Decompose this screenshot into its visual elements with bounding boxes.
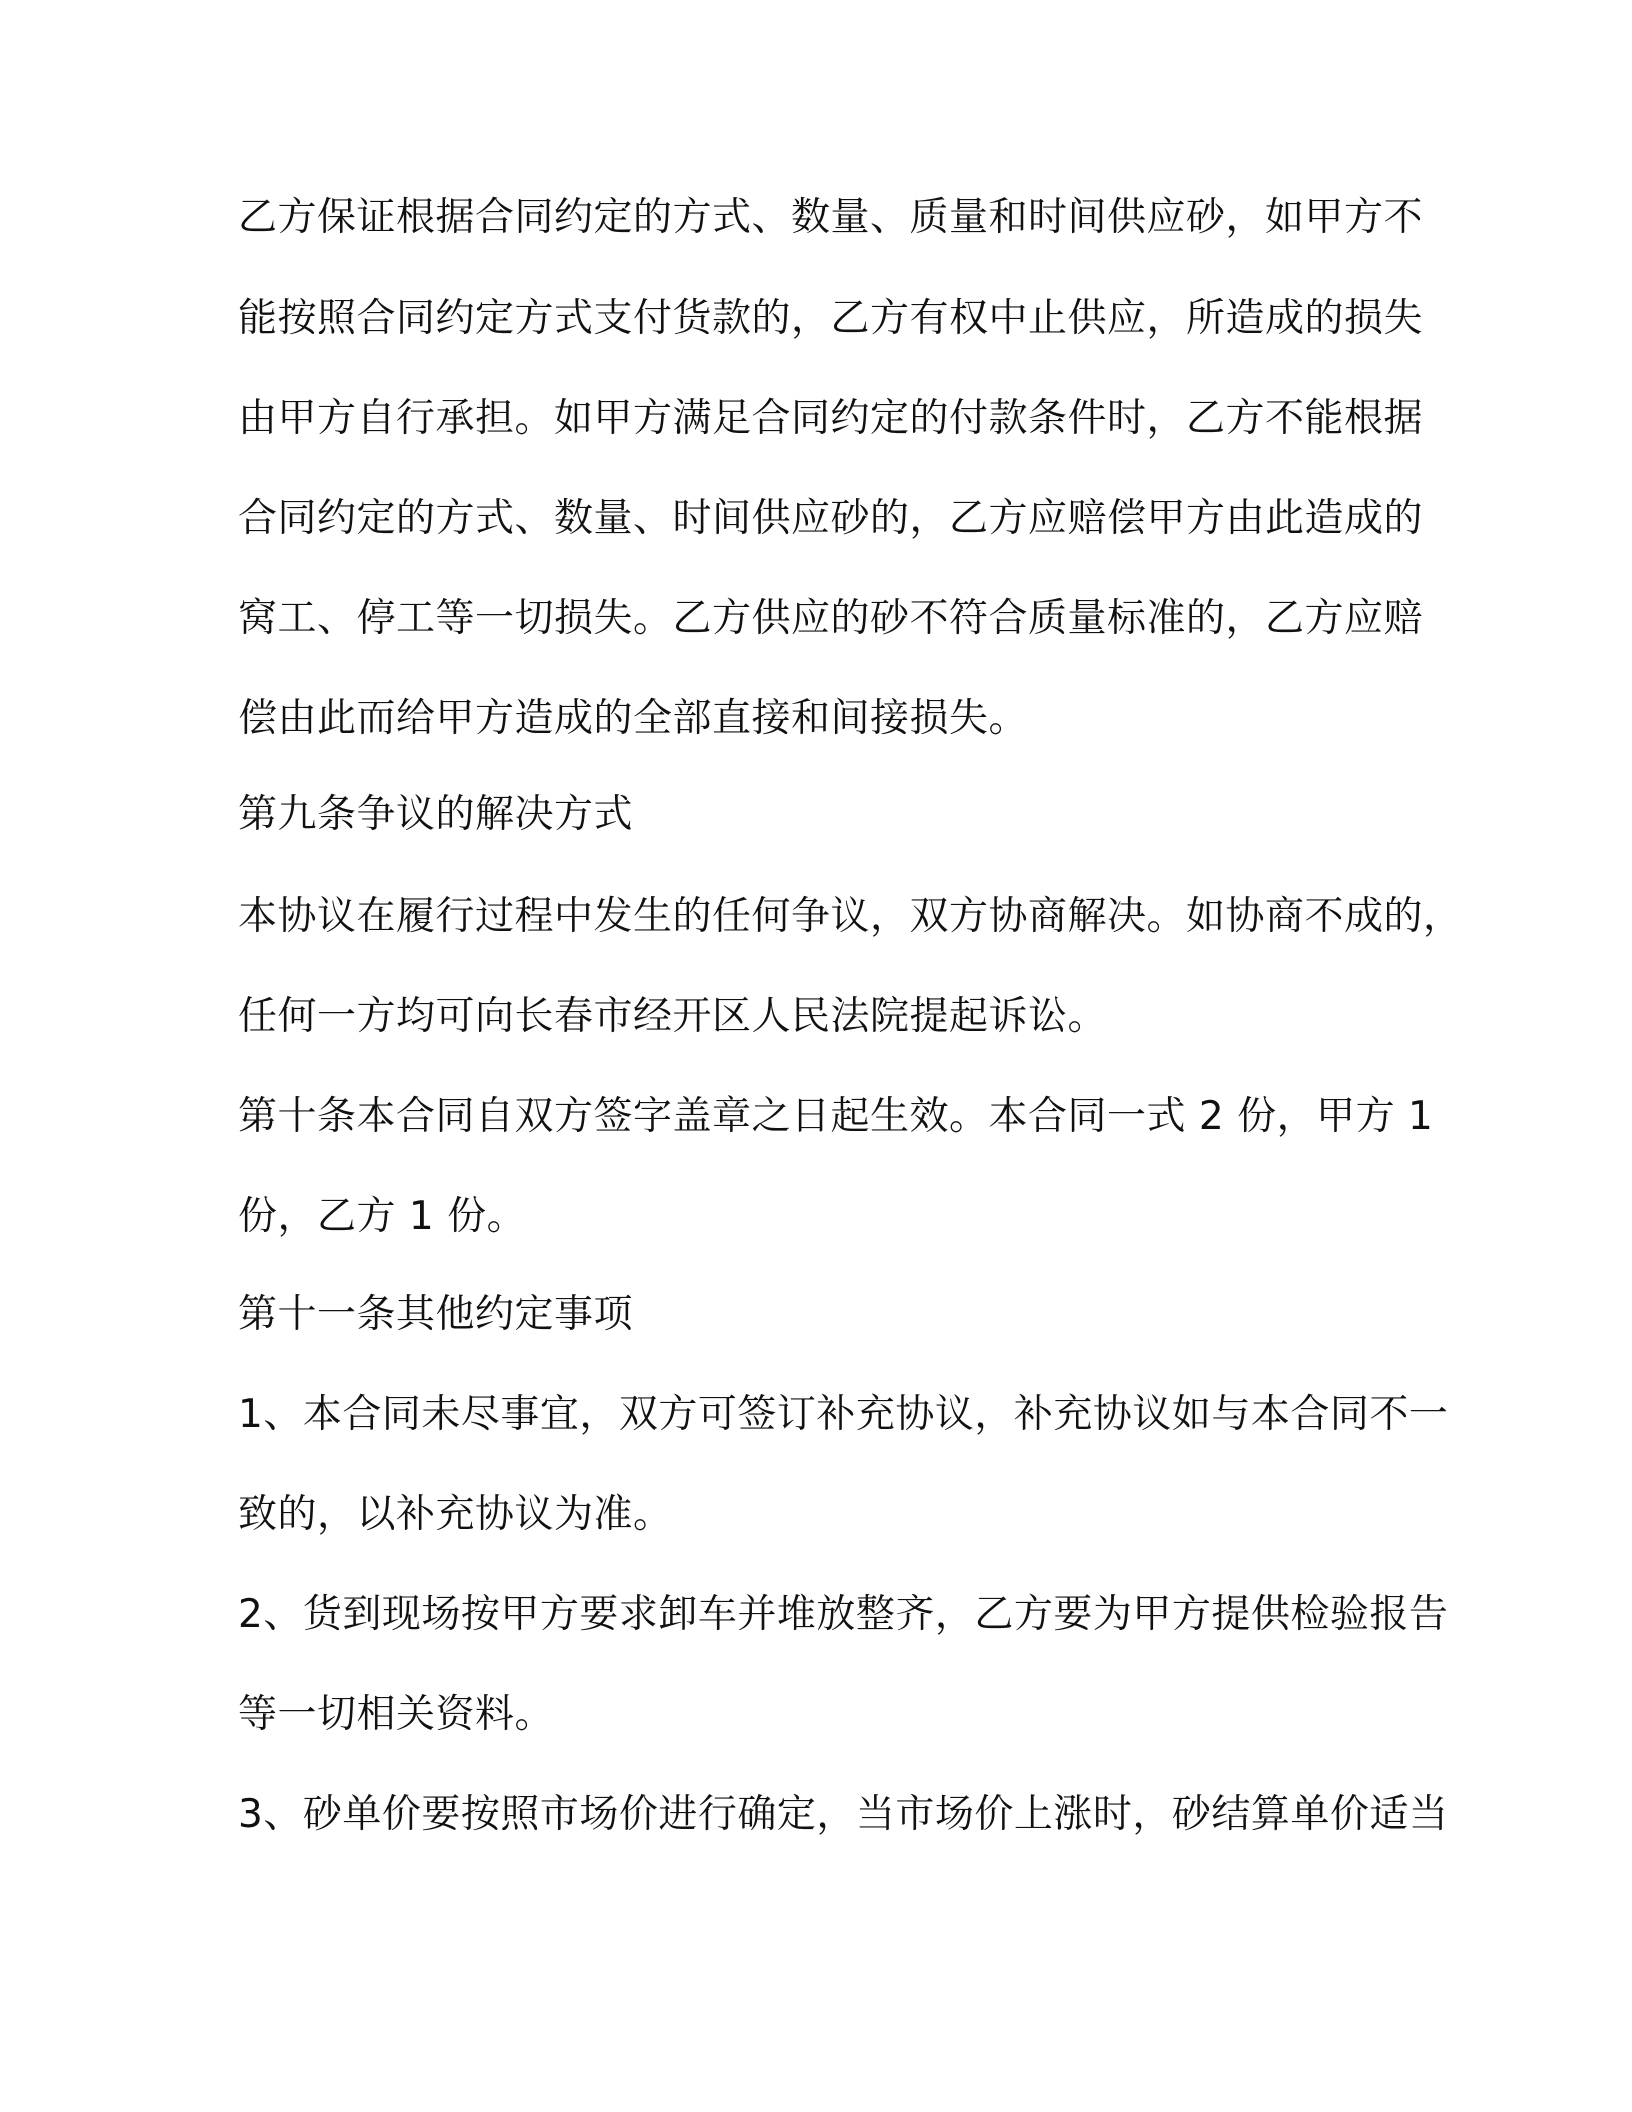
text-line: 偿由此而给甲方造成的全部直接和间接损失。	[238, 696, 1029, 741]
text-line: 致的，以补充协议为准。	[238, 1492, 673, 1537]
section-heading: 第九条争议的解决方式	[238, 792, 634, 837]
list-item: 3、砂单价要按照市场价进行确定，当市场价上涨时，砂结算单价适当	[238, 1792, 1449, 1837]
text-line: 本协议在履行过程中发生的任何争议，双方协商解决。如协商不成的，	[238, 894, 1463, 939]
text-line: 等一切相关资料。	[238, 1692, 555, 1737]
list-item: 1、本合同未尽事宜，双方可签订补充协议，补充协议如与本合同不一	[238, 1392, 1449, 1437]
section-heading: 第十一条其他约定事项	[238, 1292, 634, 1337]
text-line: 任何一方均可向长春市经开区人民法院提起诉讼。	[238, 994, 1108, 1039]
text-line: 合同约定的方式、数量、时间供应砂的，乙方应赔偿甲方由此造成的	[238, 496, 1424, 541]
text-line: 能按照合同约定方式支付货款的，乙方有权中止供应，所造成的损失	[238, 296, 1424, 341]
text-line: 份，乙方 1 份。	[238, 1194, 527, 1239]
text-line: 由甲方自行承担。如甲方满足合同约定的付款条件时，乙方不能根据	[238, 396, 1424, 441]
section-heading: 第十条本合同自双方签字盖章之日起生效。本合同一式 2 份，甲方 1	[238, 1094, 1434, 1139]
text-line: 乙方保证根据合同约定的方式、数量、质量和时间供应砂，如甲方不	[238, 195, 1424, 240]
text-line: 窝工、停工等一切损失。乙方供应的砂不符合质量标准的，乙方应赔	[238, 596, 1424, 641]
list-item: 2、货到现场按甲方要求卸车并堆放整齐，乙方要为甲方提供检验报告	[238, 1592, 1449, 1637]
